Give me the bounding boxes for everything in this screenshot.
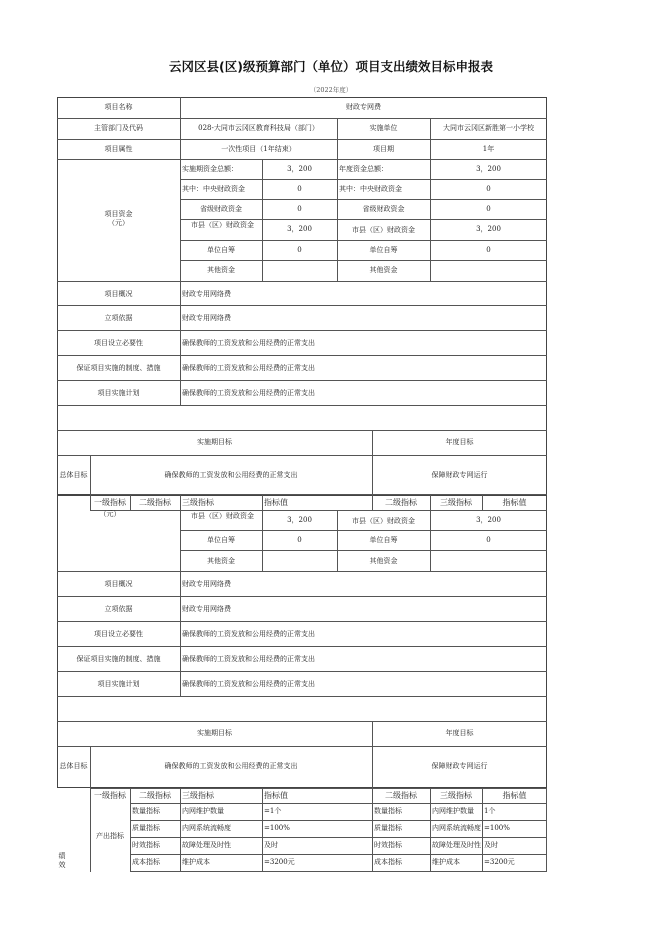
plan-value-2: 确保教师的工资发放和公用经费的正常支出 <box>182 680 315 688</box>
basis-label-2: 立项依据 <box>104 605 133 613</box>
ind-row4-value: =3200元 <box>264 858 295 866</box>
annual-goal-header: 年度目标 <box>445 438 474 446</box>
impl-total-value: 3，200 <box>287 165 312 173</box>
city-county-impl-value-2: 3，200 <box>287 516 312 524</box>
city-county-year-value: 3，200 <box>476 225 501 233</box>
project-name-label: 项目名称 <box>104 103 133 111</box>
indicator-l3b-header: 三级指标 <box>440 498 472 507</box>
ind-row3-l3: 故障处理及时性 <box>182 841 231 849</box>
ind-row1-l3: 内网维护数量 <box>182 807 224 815</box>
ind-row4-l2b: 成本指标 <box>374 858 402 866</box>
annual-goal-value: 保障财政专网运行 <box>431 471 488 479</box>
plan-label-2: 项目实施计划 <box>97 680 140 688</box>
overall-goal-label: 总体目标 <box>59 471 88 479</box>
ind-row2-valueb: =100% <box>484 824 510 832</box>
annual-goal-value-2: 保障财政专网运行 <box>431 762 488 770</box>
ind-row2-l2b: 质量指标 <box>374 824 402 832</box>
provincial-impl-value: 0 <box>297 205 302 213</box>
project-attr-label: 项目属性 <box>104 145 133 153</box>
other-funds-label: 其他资金 <box>207 266 235 274</box>
ind-l3-header: 三级指标 <box>182 791 214 800</box>
provincial-label-2: 省级财政资金 <box>362 205 405 213</box>
page-title: 云冈区县(区)级预算部门（单位）项目支出绩效目标申报表 <box>169 59 493 74</box>
funds-unit: （元） <box>108 219 129 227</box>
ind-row2-l3b: 内网系统流畅度 <box>432 824 481 832</box>
ind-row2-value: =100% <box>264 824 290 832</box>
ind-l1-header: 一级指标 <box>94 791 126 800</box>
city-county-label: 市县（区）财政资金 <box>191 221 254 229</box>
plan-label: 项目实施计划 <box>97 389 140 397</box>
central-year-value: 0 <box>486 185 491 193</box>
perf-label: 绩效 <box>58 852 66 869</box>
indicator-l2b-header: 二级指标 <box>385 498 417 507</box>
indicator-l1-header: 一级指标 <box>94 498 126 507</box>
funds-label: 项目资金 <box>104 210 133 218</box>
ind-row4-l3b: 维护成本 <box>432 858 460 866</box>
necessity-label: 项目设立必要性 <box>94 339 143 347</box>
self-raised-year-value-2: 0 <box>486 536 491 544</box>
ind-row3-l2b: 时效指标 <box>374 841 402 849</box>
ind-row4-l3: 维护成本 <box>182 858 210 866</box>
necessity-label-2: 项目设立必要性 <box>94 630 143 638</box>
indicator-l2-header: 二级指标 <box>139 498 171 507</box>
project-attr-value: 一次性项目（1年结束） <box>221 145 296 153</box>
city-county-year-value-2: 3，200 <box>476 516 501 524</box>
impl-goal-header-2: 实施期目标 <box>197 729 232 737</box>
self-raised-year-value: 0 <box>486 246 491 254</box>
basis-value-2: 财政专用网络费 <box>182 605 231 613</box>
ind-row3-value: 及时 <box>264 841 278 849</box>
year-total-label: 年度资金总额： <box>339 165 388 173</box>
impl-goal-header: 实施期目标 <box>197 438 232 446</box>
self-raised-label-4: 单位自筹 <box>369 536 398 544</box>
self-raised-impl-value: 0 <box>297 246 302 254</box>
overall-goal-value: 确保教师的工资发放和公用经费的正常支出 <box>164 471 298 479</box>
ind-row1-value: =1个 <box>264 807 282 815</box>
impl-unit-value: 大同市云冈区新胜第一小学校 <box>443 124 534 132</box>
ind-l3b-header: 三级指标 <box>440 791 472 800</box>
basis-label: 立项依据 <box>104 314 133 322</box>
project-period-label: 项目期 <box>373 145 394 153</box>
ind-value-header: 指标值 <box>264 791 288 800</box>
central-impl-value: 0 <box>297 185 302 193</box>
ind-row2-l2: 质量指标 <box>132 824 160 832</box>
funds-unit-2: （元） <box>99 510 121 518</box>
guarantee-value: 确保教师的工资发放和公用经费的正常支出 <box>182 364 315 372</box>
city-county-impl-value: 3，200 <box>287 225 312 233</box>
project-name-value: 财政专网费 <box>346 103 381 111</box>
dept-code-label: 主管部门及代码 <box>94 124 143 132</box>
ind-row4-valueb: =3200元 <box>484 858 515 866</box>
year-total-value: 3，200 <box>476 165 501 173</box>
ind-row2-l3: 内网系统流畅度 <box>182 824 231 832</box>
necessity-value-2: 确保教师的工资发放和公用经费的正常支出 <box>182 630 315 638</box>
provincial-label: 省级财政资金 <box>200 205 242 213</box>
plan-value: 确保教师的工资发放和公用经费的正常支出 <box>182 389 315 397</box>
guarantee-value-2: 确保教师的工资发放和公用经费的正常支出 <box>182 655 315 663</box>
provincial-year-value: 0 <box>486 205 491 213</box>
other-funds-label-2: 其他资金 <box>369 266 398 274</box>
ind-row1-l2: 数量指标 <box>132 807 160 815</box>
central-label-2: 其中：中央财政资金 <box>339 185 402 193</box>
ind-row4-l2: 成本指标 <box>132 858 160 866</box>
ind-row1-l3b: 内网维护数量 <box>432 807 474 815</box>
central-label: 其中：中央财政资金 <box>182 185 245 193</box>
project-period-value: 1年 <box>482 145 495 153</box>
ind-row1-valueb: 1个 <box>484 807 496 815</box>
guarantee-label: 保证项目实施的制度、措施 <box>76 364 161 372</box>
overall-goal-value-2: 确保教师的工资发放和公用经费的正常支出 <box>164 762 298 770</box>
city-county-label-3: 市县（区）财政资金 <box>191 512 254 520</box>
overview-value-2: 财政专用网络费 <box>182 580 231 588</box>
overview-value: 财政专用网络费 <box>182 290 231 298</box>
self-raised-label-2: 单位自筹 <box>369 246 398 254</box>
ind-row3-l2: 时效指标 <box>132 841 160 849</box>
overview-label-2: 项目概况 <box>104 580 133 588</box>
overall-goal-label-2: 总体目标 <box>59 762 88 770</box>
impl-total-label: 实施期资金总额： <box>182 165 238 173</box>
necessity-value: 确保教师的工资发放和公用经费的正常支出 <box>182 339 315 347</box>
annual-goal-header-2: 年度目标 <box>445 729 474 737</box>
impl-unit-label: 实施单位 <box>369 124 398 132</box>
city-county-label-4: 市县（区）财政资金 <box>352 517 415 525</box>
ind-row3-valueb: 及时 <box>484 841 498 849</box>
indicator-value-header: 指标值 <box>264 498 288 507</box>
overview-label: 项目概况 <box>104 290 133 298</box>
ind-row3-l3b: 故障处理及时性 <box>432 841 481 849</box>
ind-row1-l2b: 数量指标 <box>374 807 402 815</box>
output-indicator-label: 产出指标 <box>96 832 124 840</box>
ind-l2b-header: 二级指标 <box>385 791 417 800</box>
year-note: （2022年度） <box>309 86 353 94</box>
ind-valueb-header: 指标值 <box>502 791 527 800</box>
indicator-l3-header: 三级指标 <box>182 498 214 507</box>
dept-code-value: 028-大同市云冈区教育科技局（部门） <box>198 124 319 132</box>
city-county-label-2: 市县（区）财政资金 <box>352 226 415 234</box>
indicator-valueb-header: 指标值 <box>502 498 527 507</box>
other-funds-label-3: 其他资金 <box>207 557 235 565</box>
self-raised-impl-value-2: 0 <box>297 536 302 544</box>
basis-value: 财政专用网络费 <box>182 314 231 322</box>
self-raised-label: 单位自筹 <box>207 246 235 254</box>
other-funds-label-4: 其他资金 <box>369 557 398 565</box>
ind-l2-header: 二级指标 <box>139 791 171 800</box>
guarantee-label-2: 保证项目实施的制度、措施 <box>76 655 161 663</box>
self-raised-label-3: 单位自筹 <box>207 536 235 544</box>
